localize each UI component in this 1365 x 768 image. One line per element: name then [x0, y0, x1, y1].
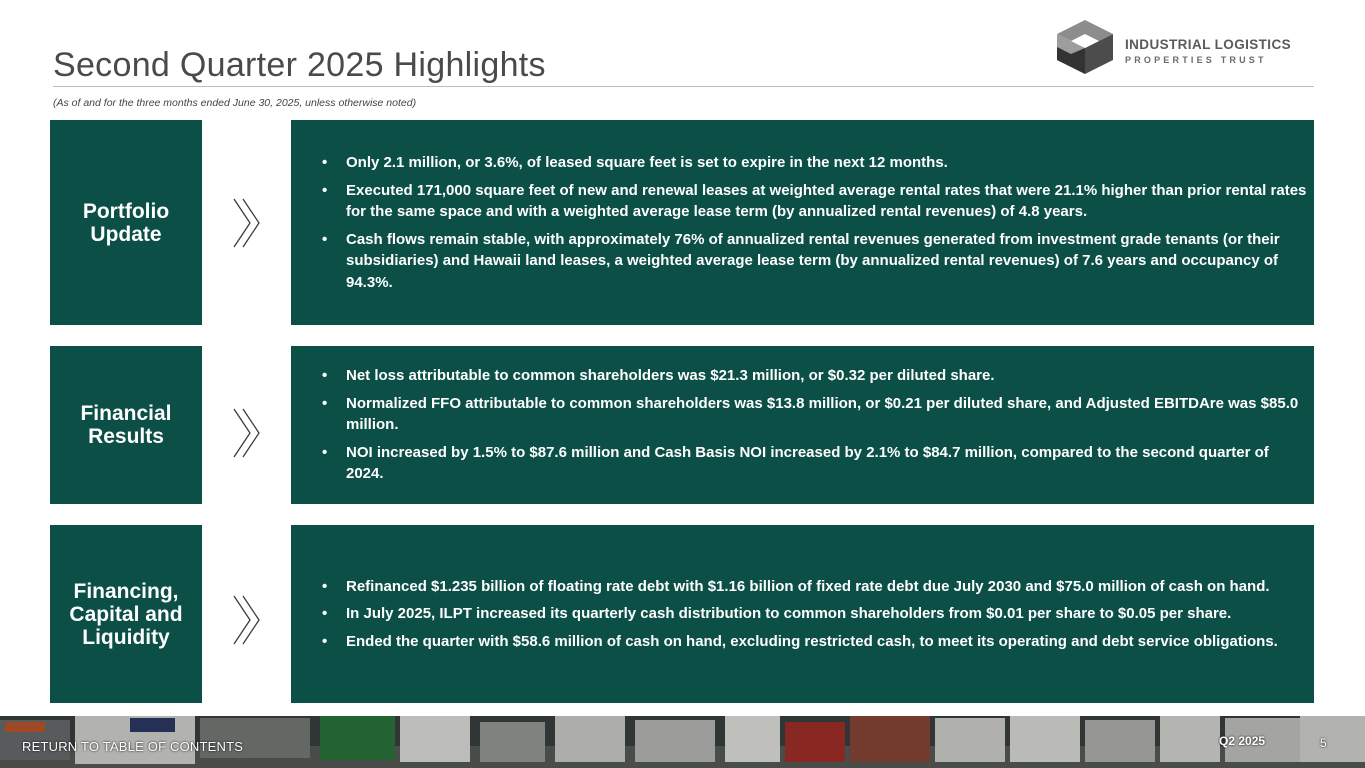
list-item: • In July 2025, ILPT increased its quarterly cash distribution to common shareholders from $0.01 per share to $0.05 per share.	[315, 603, 1308, 625]
section-body-portfolio	[291, 120, 1314, 325]
return-to-contents-link[interactable]: RETURN TO TABLE OF CONTENTS	[22, 739, 244, 754]
list-item: • Refinanced $1.235 billion of floating rate debt with $1.16 billion of fixed rate debt due July 2030 and $75.0 million of cash on hand.	[315, 576, 1308, 598]
chevron-right-icon	[232, 407, 264, 459]
list-item: • NOI increased by 1.5% to $87.6 million and Cash Basis NOI increased by 2.1% to $84.7 million, compared to the second quarter of 2024.	[315, 442, 1308, 485]
title-divider	[53, 86, 1314, 87]
company-logo	[1055, 20, 1325, 75]
logo-name-line2: PROPERTIES TRUST	[1125, 55, 1267, 65]
section-body-financing	[291, 525, 1314, 703]
list-item: • Normalized FFO attributable to common shareholders was $13.8 million, or $0.21 per diluted share, and Adjusted EBITDAre was $85.0 million.	[315, 393, 1308, 436]
section-body-financial	[291, 346, 1314, 504]
list-item: • Only 2.1 million, or 3.6%, of leased square feet is set to expire in the next 12 months.	[315, 152, 1308, 174]
cube-logo-icon	[1055, 20, 1115, 75]
list-item: • Executed 171,000 square feet of new and renewal leases at weighted average rental rates that were 21.1% higher than prior rental rates for the same space and with a weighted average lease term (by annualized rental revenues) of 4.8 years.	[315, 180, 1308, 223]
page-number: 5	[1320, 736, 1327, 750]
list-item: • Cash flows remain stable, with approximately 76% of annualized rental revenues generated from investment grade tenants (or their subsidiaries) and Hawaii land leases, a weighted average lease term (by annualized rental revenues) of 7.6 years and occupancy of 94.3%.	[315, 229, 1308, 294]
list-item: • Ended the quarter with $58.6 million of cash on hand, excluding restricted cash, to meet its operating and debt service obligations.	[315, 631, 1308, 653]
footer-banner	[0, 716, 1365, 768]
page-subtitle: (As of and for the three months ended June 30, 2025, unless otherwise noted)	[53, 97, 417, 109]
footer-quarter-label: Q2 2025	[1219, 734, 1266, 748]
section-label-portfolio: Portfolio Update	[50, 120, 202, 325]
chevron-right-icon	[232, 594, 264, 646]
list-item: • Net loss attributable to common shareholders was $21.3 million, or $0.32 per diluted share.	[315, 365, 1308, 387]
logo-name-line1: INDUSTRIAL LOGISTICS	[1125, 37, 1292, 52]
section-label-financing: Financing, Capital and Liquidity	[50, 525, 202, 703]
section-label-financial: Financial Results	[50, 346, 202, 504]
page-title: Second Quarter 2025 Highlights	[53, 46, 546, 84]
chevron-right-icon	[232, 197, 264, 249]
